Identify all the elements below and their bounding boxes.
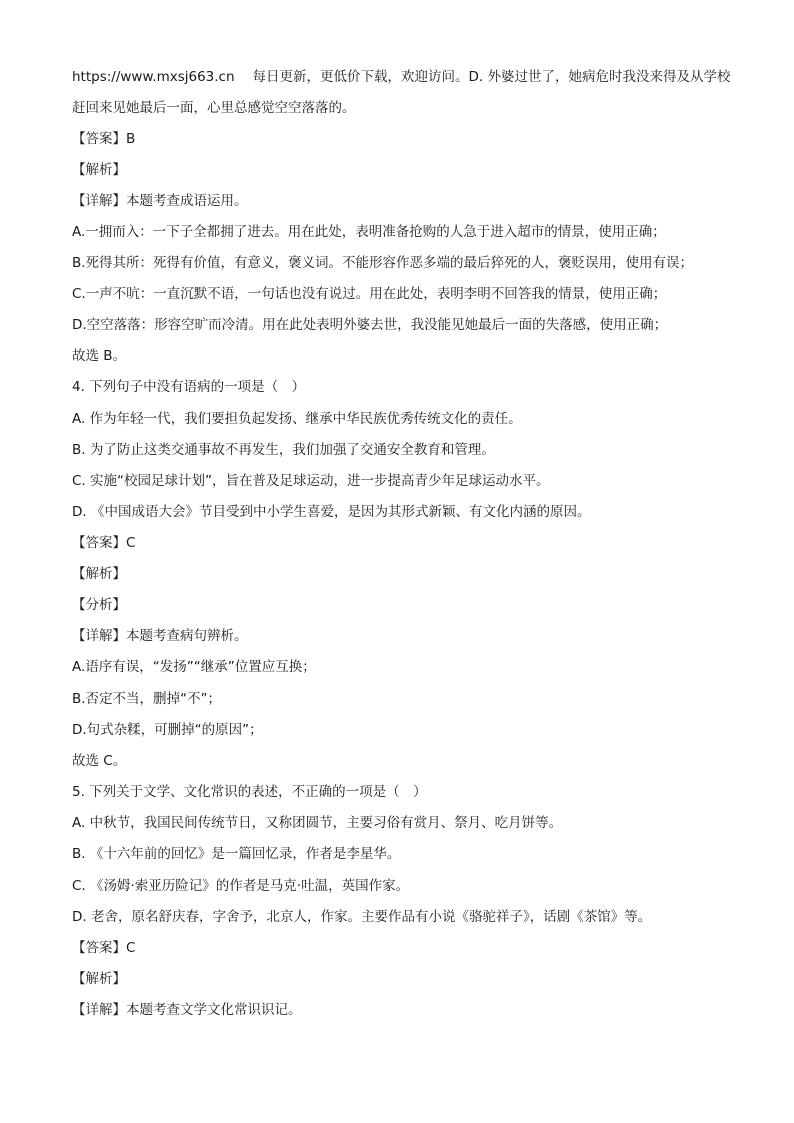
question-5: 5. 下列关于文学、文化常识的表述，不正确的一项是（ ） <box>72 784 427 800</box>
explanation-a-q3: A.一拥而入：一下子全都拥了进去。用在此处，表明准备抢购的人急于进入超市的情景，使用正确； <box>72 224 666 240</box>
conclusion-q4: 故选 C。 <box>72 753 127 769</box>
option-c-q4: C. 实施“校园足球计划”，旨在普及足球运动，进一步提高青少年足球运动水平。 <box>72 473 550 489</box>
answer-label-q3: 【答案】B <box>72 131 136 147</box>
option-a-q5: A. 中秋节，我国民间传统节日，又称团圆节，主要习俗有赏月、祭月、吃月饼等。 <box>72 815 563 831</box>
analysis-label-q5: 【解析】 <box>72 971 126 987</box>
site-url: https://www.mxsj663.cn <box>72 69 235 85</box>
conclusion-q3: 故选 B。 <box>72 348 127 364</box>
detail-q3: 【详解】本题考查成语运用。 <box>72 193 248 209</box>
option-b-q5: B. 《十六年前的回忆》是一篇回忆录，作者是李星华。 <box>72 846 401 862</box>
option-d-q5: D. 老舍，原名舒庆春，字舍予，北京人，作家。主要作品有小说《骆驼祥子》，话剧《茶馆》等。 <box>72 909 652 925</box>
explanation-d-q3: D.空空落落：形容空旷而冷清。用在此处表明外婆去世，我没能见她最后一面的失落感，使用正确； <box>72 317 668 333</box>
answer-label-q4: 【答案】C <box>72 535 136 551</box>
detail-q4: 【详解】本题考查病句辨析。 <box>72 628 248 644</box>
breakdown-label-q4: 【分析】 <box>72 597 126 613</box>
option-c-q5: C. 《汤姆·索亚历险记》的作者是马克·吐温，英国作家。 <box>72 878 410 894</box>
option-a-q4: A. 作为年轻一代，我们要担负起发扬、继承中华民族优秀传统文化的责任。 <box>72 411 522 427</box>
explanation-d-q4: D.句式杂糅，可删掉“的原因”； <box>72 722 263 738</box>
analysis-label-q4: 【解析】 <box>72 566 126 582</box>
explanation-c-q3: C.一声不吭：一直沉默不语，一句话也没有说过。用在此处，表明李明不回答我的情景，使用正确； <box>72 286 667 302</box>
text-line-2: 赶回来见她最后一面，心里总感觉空空落落的。 <box>72 100 356 116</box>
explanation-a-q4: A.语序有误，“发扬”“继承”位置应互换； <box>72 659 316 675</box>
question-4: 4. 下列句子中没有语病的一项是（ ） <box>72 379 306 395</box>
explanation-b-q4: B.否定不当，删掉“不”； <box>72 691 222 707</box>
text-line-1 <box>72 67 732 87</box>
option-d-q4: D. 《中国成语大会》节目受到中小学生喜爱，是因为其形式新颖、有文化内涵的原因。 <box>72 504 591 520</box>
analysis-label-q3: 【解析】 <box>72 162 126 178</box>
explanation-b-q3: B.死得其所：死得有价值，有意义，褒义词。不能形容作恶多端的最后猝死的人，褒贬误用，使用有误； <box>72 255 694 271</box>
answer-label-q5: 【答案】C <box>72 940 136 956</box>
option-b-q4: B. 为了防止这类交通事故不再发生，我们加强了交通安全教育和管理。 <box>72 442 495 458</box>
site-notice-and-option-d: 每日更新，更低价下载，欢迎访问。D. 外婆过世了，她病危时我没来得及从学校 <box>252 69 731 85</box>
detail-q5: 【详解】本题考查文学文化常识识记。 <box>72 1002 302 1018</box>
